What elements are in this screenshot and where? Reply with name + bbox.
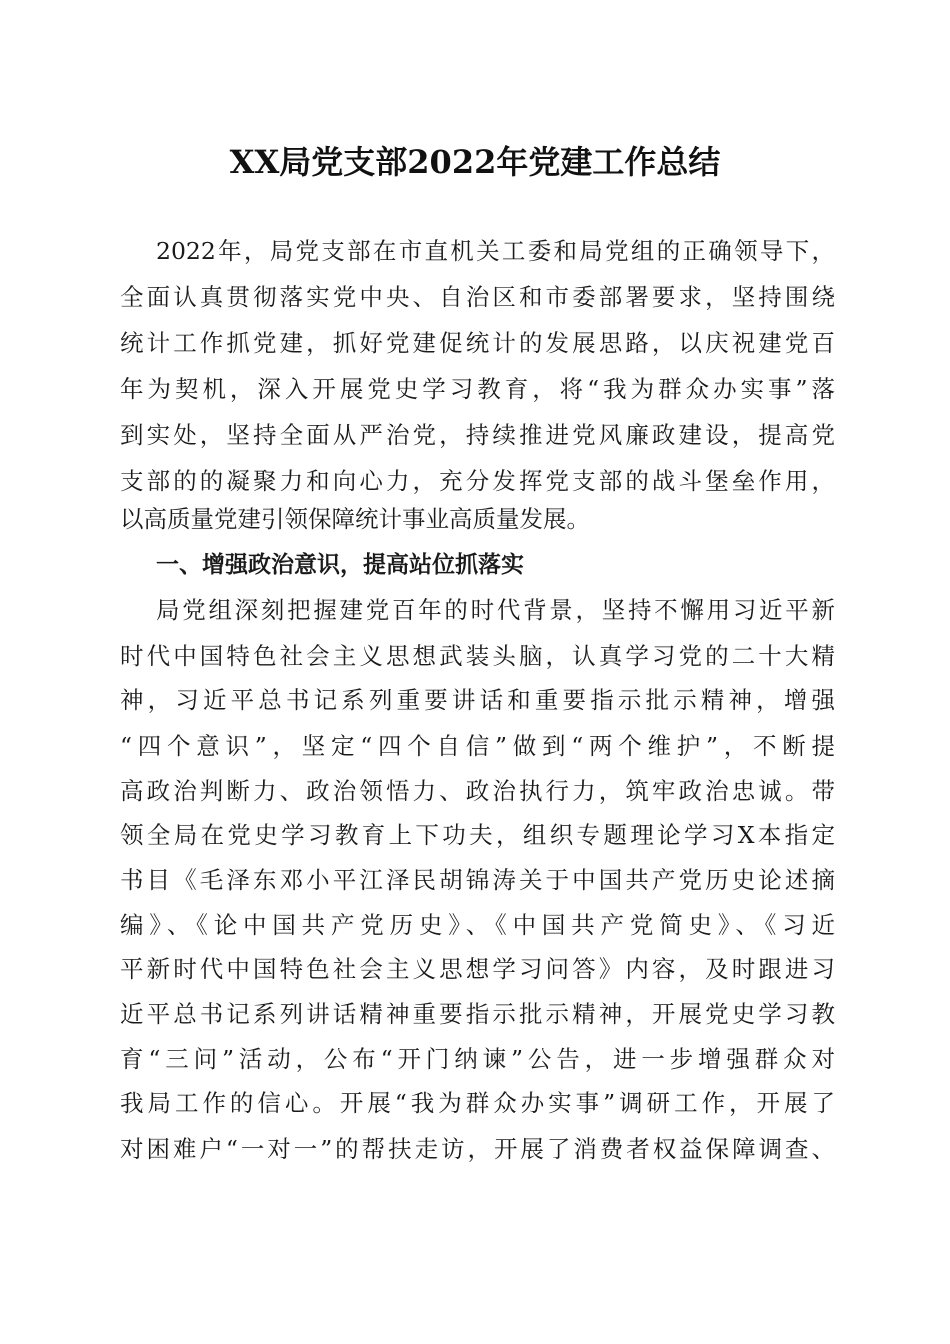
paragraph-line: 以高质量党建引领保障统计事业高质量发展。 — [120, 505, 590, 533]
paragraph-line: 局党组深刻把握建党百年的时代背景，坚持不懈用习近平新 — [156, 596, 835, 624]
paragraph-line: 时代中国特色社会主义思想武装头脑，认真学习党的二十大精 — [120, 642, 835, 670]
paragraph-line: 领全局在党史学习教育上下功夫，组织专题理论学习X本指定 — [120, 821, 835, 849]
section-heading: 一、增强政治意识，提高站位抓落实 — [156, 552, 524, 578]
document-title: XX局党支部2022年党建工作总结 — [229, 143, 721, 181]
paragraph-line: 年为契机，深入开展党史学习教育，将“我为群众办实事”落 — [120, 375, 835, 403]
paragraph-line: 2022年，局党支部在市直机关工委和局党组的正确领导下， — [156, 237, 835, 265]
paragraph-line: 书目《毛泽东邓小平江泽民胡锦涛关于中国共产党历史论述摘 — [120, 866, 835, 894]
paragraph-line: 平新时代中国特色社会主义思想学习问答》内容，及时跟进习 — [120, 955, 835, 983]
paragraph-line: 近平总书记系列讲话精神重要指示批示精神，开展党史学习教 — [120, 1000, 835, 1028]
paragraph-line: 高政治判断力、政治领悟力、政治执行力，筑牢政治忠诚。带 — [120, 777, 835, 805]
paragraph-line: 编》、《论中国共产党历史》、《中国共产党简史》、《习近 — [120, 911, 835, 939]
paragraph-line: 神，习近平总书记系列重要讲话和重要指示批示精神，增强 — [120, 686, 835, 714]
paragraph-line: 全面认真贯彻落实党中央、自治区和市委部署要求，坚持围绕 — [120, 283, 835, 311]
paragraph-line: 育“三问”活动，公布“开门纳谏”公告，进一步增强群众对 — [120, 1045, 835, 1073]
paragraph-line: 支部的的凝聚力和向心力，充分发挥党支部的战斗堡垒作用， — [120, 467, 835, 495]
paragraph-line: 对困难户“一对一”的帮扶走访，开展了消费者权益保障调查、 — [120, 1135, 835, 1163]
paragraph-line: 统计工作抓党建，抓好党建促统计的发展思路，以庆祝建党百 — [120, 329, 835, 357]
paragraph-line: “四个意识”，坚定“四个自信”做到“两个维护”，不断提 — [120, 732, 835, 760]
paragraph-line: 到实处，坚持全面从严治党，持续推进党风廉政建设，提高党 — [120, 421, 835, 449]
paragraph-line: 我局工作的信心。开展“我为群众办实事”调研工作，开展了 — [120, 1089, 835, 1117]
